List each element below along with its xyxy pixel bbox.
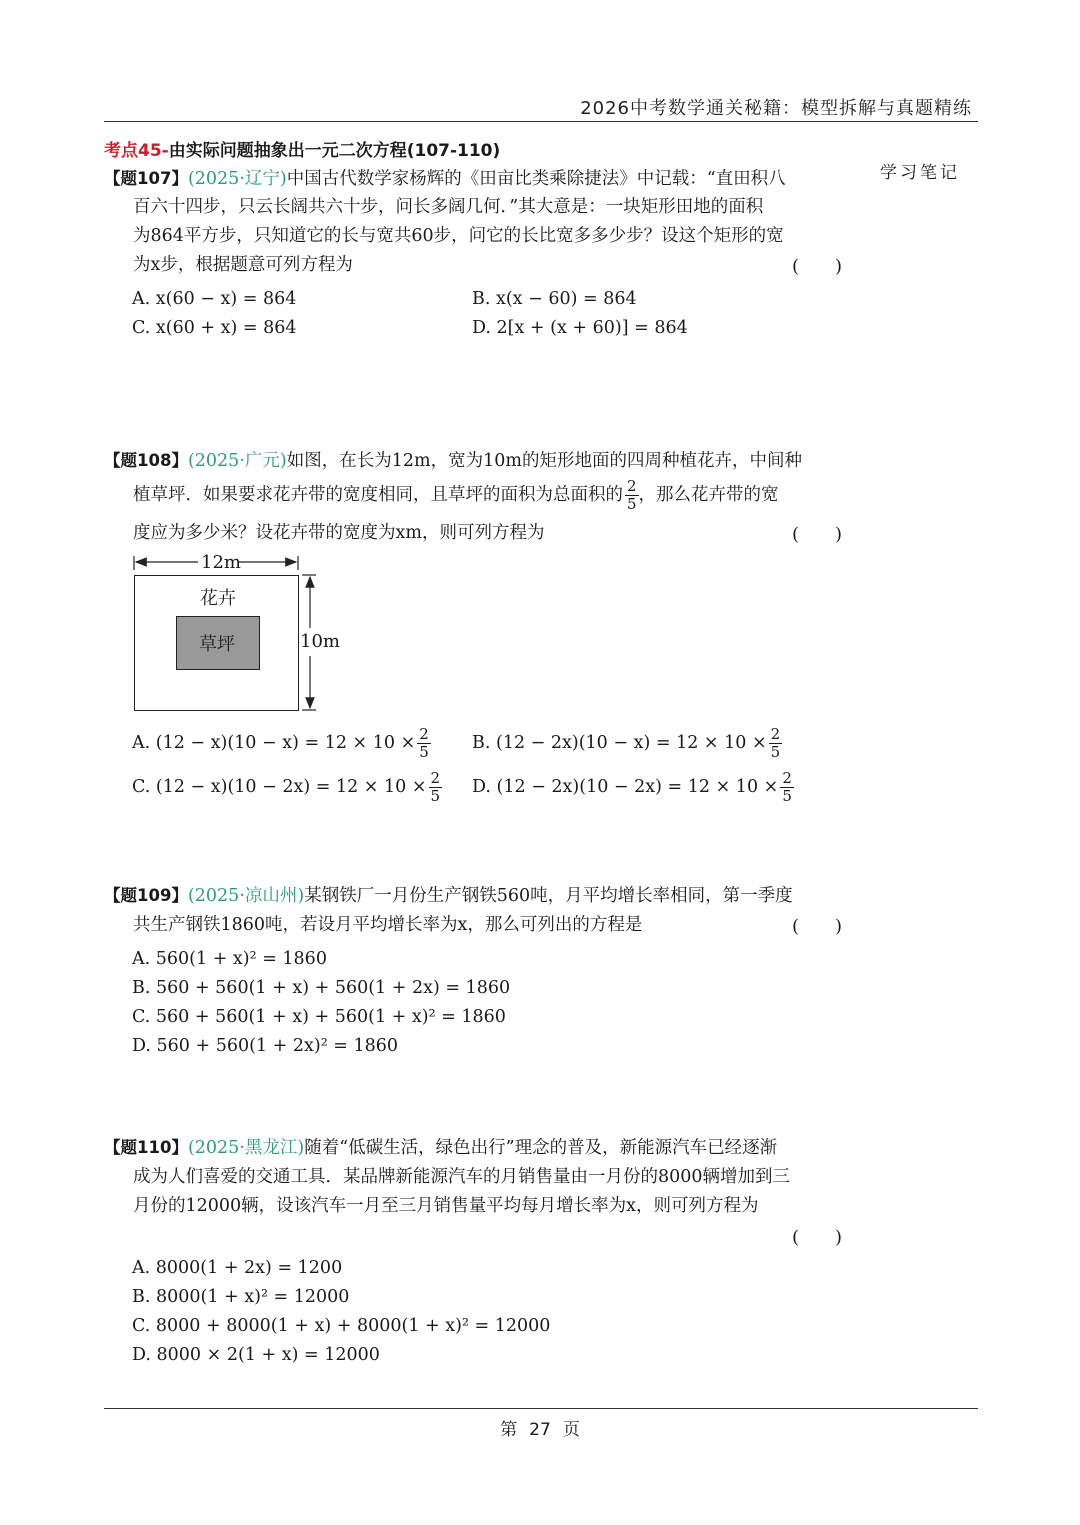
q109-option-d: D. 560 + 560(1 + 2x)² = 1860 xyxy=(132,1036,399,1056)
q107-line-1 xyxy=(104,164,786,194)
page-value: 27 xyxy=(529,1420,551,1440)
page-suffix: 页 xyxy=(562,1420,580,1440)
q108-option-c-frac xyxy=(429,770,443,805)
q108-answer-paren: ( ) xyxy=(792,524,843,545)
q110-line-2: 成为人们喜爱的交通工具．某品牌新能源汽车的月销售量由一月份的8000辆增加到三 xyxy=(133,1167,791,1187)
q107-line-3: 为864平方步，只知道它的长与宽共60步，问它的长比宽多多少步？设这个矩形的宽 xyxy=(133,226,784,246)
q108-frac-den: 5 xyxy=(627,495,637,513)
diagram-flower-label: 花卉 xyxy=(200,588,236,609)
q109-option-b: B. 560 + 560(1 + x) + 560(1 + 2x) = 1860 xyxy=(132,978,511,998)
page-number xyxy=(0,1415,1080,1440)
q108-line-3: 度应为多少米？设花卉带的宽度为xm，则可列方程为 xyxy=(133,523,545,543)
q110-answer-paren: ( ) xyxy=(792,1227,843,1248)
q109-line-2: 共生产钢铁1860吨，若设月平均增长率为x，那么可列出的方程是 xyxy=(133,915,643,935)
q110-source: (2025·黑龙江) xyxy=(187,1138,305,1158)
q108-option-d xyxy=(472,770,794,805)
q107-line-2: 百六十四步，只云长阔共六十步，问长多阔几何．”其大意是：一块矩形田地的面积 xyxy=(133,197,764,217)
q108-label: 【题108】 xyxy=(104,451,188,470)
header-divider xyxy=(104,121,978,122)
q110-line-1 xyxy=(104,1133,777,1163)
q110-option-a: A. 8000(1 + 2x) = 1200 xyxy=(132,1258,343,1278)
q108-source: (2025·广元) xyxy=(187,451,287,471)
q107-answer-paren: ( ) xyxy=(792,256,843,277)
q109-option-a: A. 560(1 + x)² = 1860 xyxy=(132,949,327,969)
q107-label: 【题107】 xyxy=(104,169,188,188)
frac-den: 5 xyxy=(782,787,792,805)
q108-text-2b: ，那么花卉带的宽 xyxy=(638,485,779,505)
section-tag: 考点45- xyxy=(104,141,169,161)
frac-den: 5 xyxy=(419,743,429,761)
q108-option-c xyxy=(132,770,442,805)
q110-text-1: 随着“低碳生活，绿色出行”理念的普及，新能源汽车已经逐渐 xyxy=(304,1138,778,1158)
q108-option-d-frac xyxy=(780,770,794,805)
frac-den: 5 xyxy=(430,787,441,805)
q108-option-a-frac xyxy=(417,726,431,761)
section-title xyxy=(104,136,500,161)
frac-num: 2 xyxy=(770,725,781,743)
header-title: 2026中考数学通关秘籍：模型拆解与真题精练 xyxy=(580,98,972,119)
diagram-width-label: 12m xyxy=(201,552,241,573)
q107-option-b: B. x(x − 60) = 864 xyxy=(472,289,637,309)
diagram-lawn-label: 草坪 xyxy=(199,634,235,655)
q108-text-2: 植草坪．如果要求花卉带的宽度相同，且草坪的面积为总面积的 xyxy=(133,485,623,505)
q110-line-3: 月份的12000辆，设该汽车一月至三月销售量平均每月增长率为x，则可列方程为 xyxy=(133,1196,759,1216)
frac-den: 5 xyxy=(770,743,781,761)
q109-source: (2025·凉山州) xyxy=(187,886,305,906)
frac-num: 2 xyxy=(419,725,429,743)
q107-option-c: C. x(60 + x) = 864 xyxy=(132,318,297,338)
q109-option-c: C. 560 + 560(1 + x) + 560(1 + x)² = 1860 xyxy=(132,1007,506,1027)
q108-option-d-text: D. (12 − 2x)(10 − 2x) = 12 × 10 × xyxy=(472,777,779,797)
q108-option-b-text: B. (12 − 2x)(10 − x) = 12 × 10 × xyxy=(472,733,767,753)
q107-option-a: A. x(60 − x) = 864 xyxy=(132,289,297,309)
q107-source: (2025·辽宁) xyxy=(187,169,287,189)
q109-line-1 xyxy=(104,881,793,911)
q108-frac-num: 2 xyxy=(627,477,637,495)
q110-label: 【题110】 xyxy=(104,1138,188,1157)
q108-text-1: 如图，在长为12m，宽为10m的矩形地面的四周种植花卉，中间种 xyxy=(286,451,802,471)
q108-option-b xyxy=(472,726,782,761)
q107-text-1: 中国古代数学家杨辉的《田亩比类乘除捷法》中记载：“直田积八 xyxy=(286,169,786,189)
study-notes-label: 学习笔记 xyxy=(880,163,960,183)
q108-line-2 xyxy=(133,478,779,513)
q108-option-a-text: A. (12 − x)(10 − x) = 12 × 10 × xyxy=(132,733,416,753)
q109-text-1: 某钢铁厂一月份生产钢铁560吨，月平均增长率相同，第一季度 xyxy=(304,886,793,906)
q108-fraction xyxy=(625,478,639,513)
q108-line-1 xyxy=(104,446,802,476)
q109-answer-paren: ( ) xyxy=(792,916,843,937)
q110-option-d: D. 8000 × 2(1 + x) = 12000 xyxy=(132,1345,380,1365)
q107-option-d: D. 2[x + (x + 60)] = 864 xyxy=(472,318,688,338)
q108-option-c-text: C. (12 − x)(10 − 2x) = 12 × 10 × xyxy=(132,777,427,797)
q108-option-b-frac xyxy=(769,726,783,761)
diagram-height-label: 10m xyxy=(300,631,340,652)
q110-option-c: C. 8000 + 8000(1 + x) + 8000(1 + x)² = 12000 xyxy=(132,1316,551,1336)
q110-option-b: B. 8000(1 + x)² = 12000 xyxy=(132,1287,350,1307)
q109-label: 【题109】 xyxy=(104,886,188,905)
footer-divider xyxy=(104,1408,978,1409)
q107-line-4: 为x步，根据题意可列方程为 xyxy=(133,255,353,275)
section-heading: 由实际问题抽象出一元二次方程(107-110) xyxy=(168,141,501,161)
page-prefix: 第 xyxy=(500,1420,518,1440)
frac-num: 2 xyxy=(430,769,441,787)
q108-option-a xyxy=(132,726,431,761)
frac-num: 2 xyxy=(782,769,792,787)
